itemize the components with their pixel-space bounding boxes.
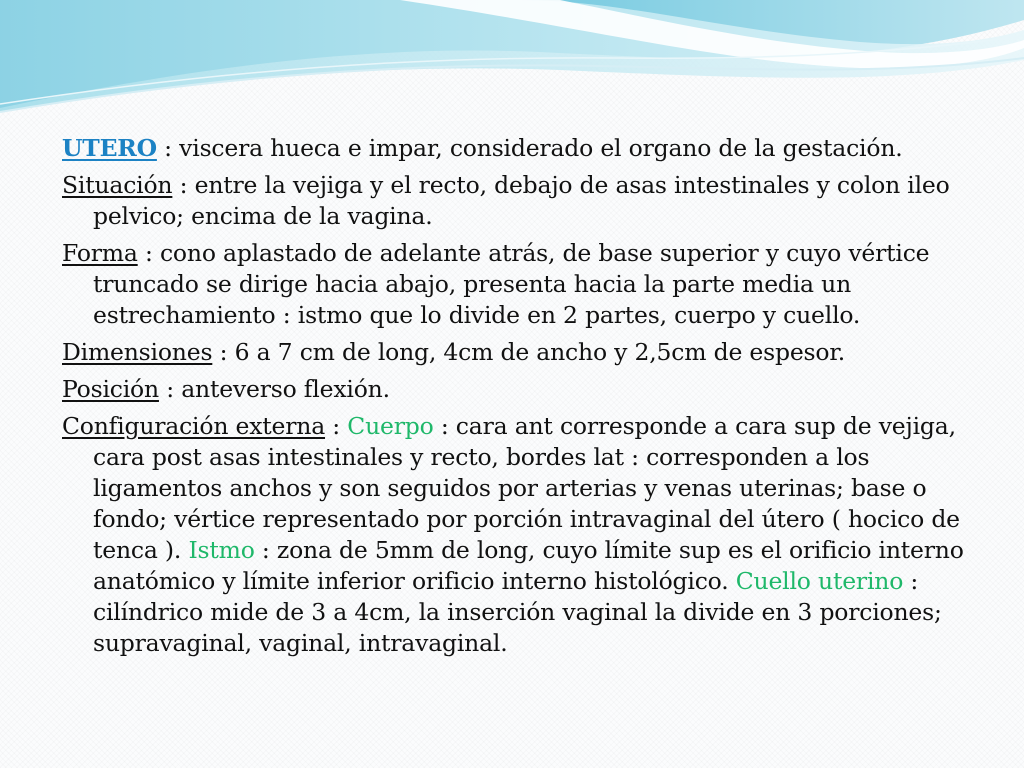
label-istmo: Istmo: [188, 536, 255, 564]
paragraph-configuracion: [62, 411, 972, 659]
cuerpo-text: : cara ant corresponde a cara sup de vejiga, cara post asas intestinales y recto, bordes lat : corresponden a los ligamentos anchos y son seguidos por arterias y venas uterinas; base o fondo; vértice representado por porción intravaginal del útero ( hocico de tenca ).: [93, 412, 960, 564]
paragraph-situacion: [62, 170, 972, 232]
situacion-text: entre la vejiga y el recto, debajo de asas intestinales y colon ileo pelvico; encima de la vagina.: [93, 171, 950, 230]
term-dimensiones: Dimensiones: [62, 338, 213, 366]
slide-body: [62, 133, 972, 665]
term-posicion: Posición: [62, 375, 159, 403]
dimensiones-text: 6 a 7 cm de long, 4cm de ancho y 2,5cm de espesor.: [234, 338, 846, 366]
separator: :: [325, 412, 348, 440]
cuello-text: : cilíndrico mide de 3 a 4cm, la inserción vaginal la divide en 3 porciones; supravaginal, vaginal, intravaginal.: [93, 567, 942, 657]
separator: :: [156, 134, 180, 162]
term-forma: Forma: [62, 239, 138, 267]
separator: :: [172, 171, 195, 199]
paragraph-dimensiones: [62, 337, 972, 368]
separator: :: [158, 375, 182, 403]
term-configuracion: Configuración externa: [62, 412, 326, 440]
term-utero: UTERO: [62, 134, 157, 162]
term-situacion: Situación: [62, 171, 173, 199]
paragraph-utero: [62, 133, 972, 164]
posicion-text: anteverso flexión.: [181, 375, 390, 403]
paragraph-posicion: [62, 374, 972, 405]
header-wave-decoration: [0, 0, 1024, 120]
paragraph-forma: [62, 238, 972, 331]
label-cuerpo: Cuerpo: [347, 412, 434, 440]
forma-text: cono aplastado de adelante atrás, de base superior y cuyo vértice truncado se dirige hacia abajo, presenta hacia la parte media un estrechamiento : istmo que lo divide en 2 partes, cuerpo y cuello.: [93, 239, 930, 329]
istmo-text: : zona de 5mm de long, cuyo límite sup es el orificio interno anatómico y límite inferior orificio interno histológico.: [93, 536, 964, 595]
separator: :: [137, 239, 160, 267]
separator: :: [212, 338, 235, 366]
utero-text: viscera hueca e impar, considerado el organo de la gestación.: [179, 134, 903, 162]
label-cuello-uterino: Cuello uterino: [735, 567, 904, 595]
